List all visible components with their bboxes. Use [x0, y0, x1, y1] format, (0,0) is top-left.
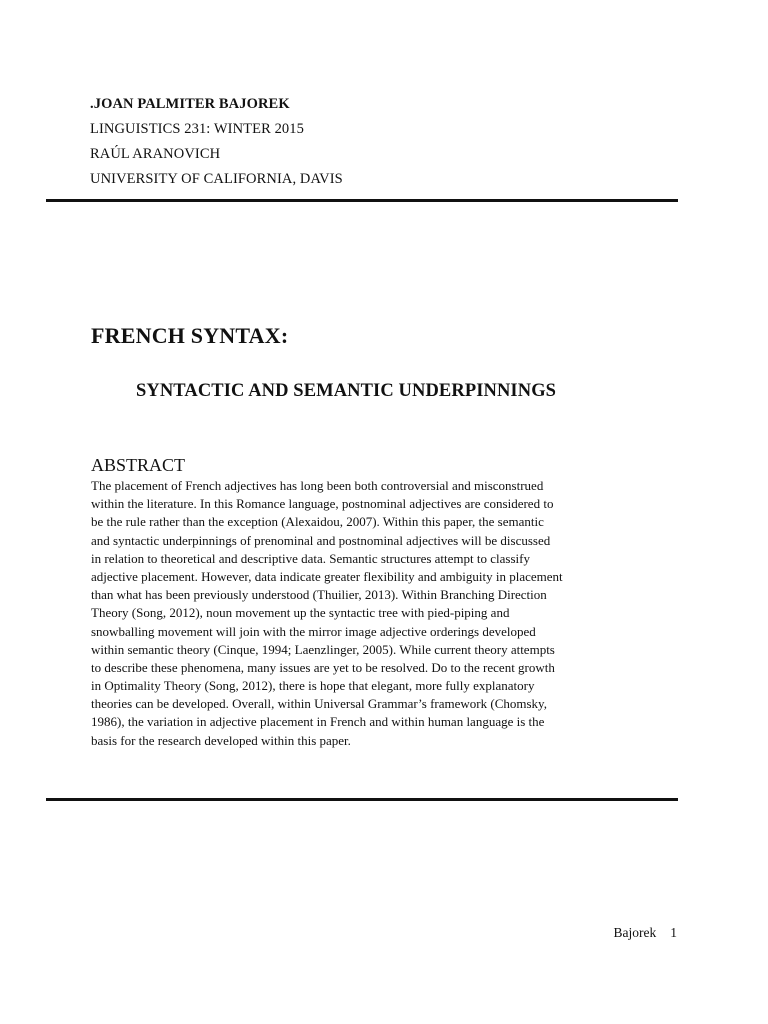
abstract-line: be the rule rather than the exception (Alexaidou, 2007). Within this paper, the semantic [91, 514, 544, 530]
page-footer [614, 923, 678, 943]
abstract-line: snowballing movement will join with the mirror image adjective orderings developed [91, 623, 536, 639]
abstract-line: 1986), the variation in adjective placement in French and within human language is the [91, 714, 545, 730]
author-name: .JOAN PALMITER BAJOREK [90, 96, 290, 112]
page-number: 1 [670, 925, 677, 940]
course-line: LINGUISTICS 231: WINTER 2015 [90, 121, 304, 137]
abstract-line: basis for the research developed within this paper. [91, 732, 351, 748]
abstract-line: adjective placement. However, data indicate greater flexibility and ambiguity in placement [91, 568, 563, 584]
abstract-heading: ABSTRACT [91, 455, 186, 475]
institution-name: UNIVERSITY OF CALIFORNIA, DAVIS [90, 171, 343, 187]
bottom-divider [46, 798, 678, 801]
abstract-line: theories can be developed. Overall, within Universal Grammar’s framework (Chomsky, [91, 696, 547, 712]
page-title: FRENCH SYNTAX: [91, 323, 289, 348]
instructor-name: RAÚL ARANOVICH [90, 146, 221, 162]
abstract-body [91, 477, 681, 750]
header-block [90, 92, 690, 192]
top-divider [46, 199, 678, 202]
abstract-line: in Optimality Theory (Song, 2012), there is hope that elegant, more fully explanatory [91, 678, 535, 694]
abstract-line: and syntactic underpinnings of prenominal and postnominal adjectives will be discussed [91, 532, 551, 548]
abstract-line: in relation to theoretical and descriptive data. Semantic structures attempt to classify [91, 550, 530, 566]
abstract-line: to describe these phenomena, many issues are yet to be resolved. Do to the recent growth [91, 659, 555, 675]
page-subtitle: SYNTACTIC AND SEMANTIC UNDERPINNINGS [136, 381, 557, 401]
abstract-line: The placement of French adjectives has long been both controversial and misconstrued [91, 478, 544, 493]
abstract-line: Theory (Song, 2012), noun movement up the syntactic tree with pied-piping and [91, 605, 510, 621]
footer-author: Bajorek [613, 925, 657, 940]
abstract-line: than what has been previously understood (Thuilier, 2013). Within Branching Direction [91, 587, 547, 603]
abstract-line: within the literature. In this Romance language, postnominal adjectives are considered to [91, 496, 554, 512]
abstract-line: within semantic theory (Cinque, 1994; Laenzlinger, 2005). While current theory attempts [91, 641, 555, 657]
